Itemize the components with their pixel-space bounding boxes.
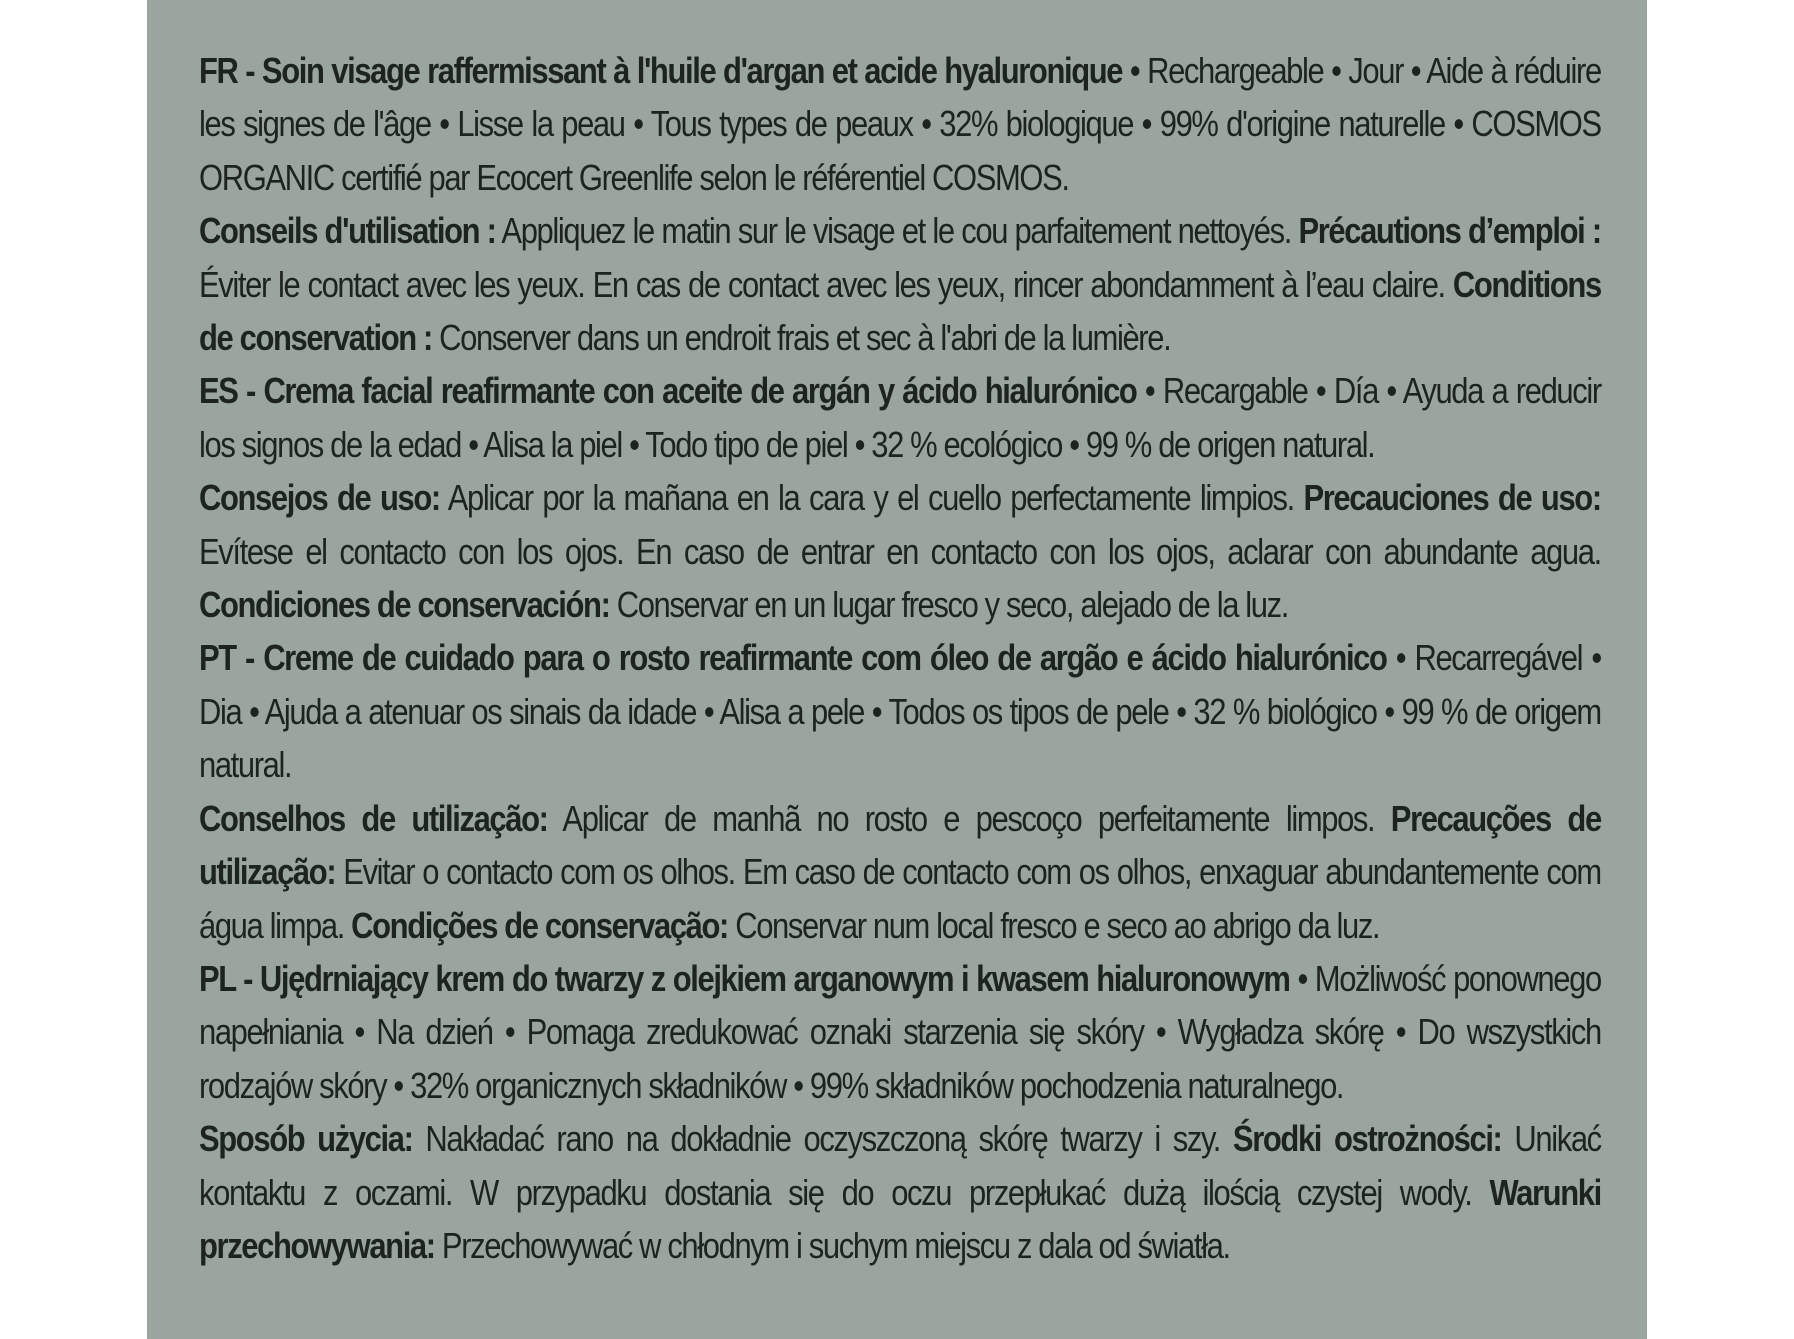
bold-heading-run: Conseils d'utilisation : <box>199 210 496 252</box>
bold-heading-run: Precauções de utilização: <box>199 797 1601 893</box>
bold-heading-run: PT - Creme de cuidado para o rosto reafirmante com óleo de argão e ácido hialurónico <box>199 637 1387 679</box>
body-text-run: • Recargable • Día • Ayuda a reducir los signos de la edad • Alisa la piel • Todo tipo de piel • 32 % ecológico • 99 % de origen natural. <box>199 370 1601 465</box>
bold-heading-run: Conselhos de utilização: <box>199 797 548 839</box>
paragraph-es-usage <box>199 471 1601 631</box>
label-text-block <box>199 44 1601 1272</box>
paragraph-fr-usage <box>199 204 1601 364</box>
body-text-run: Conservar num local fresco e seco ao abrigo da luz. <box>727 904 1380 946</box>
body-text-run: Evítese el contacto con los ojos. En caso de entrar en contacto con los ojos, aclarar con abundante agua. <box>199 530 1601 572</box>
bold-heading-run: Condições de conservação: <box>351 904 728 946</box>
bold-heading-run: Precauciones de uso: <box>1303 477 1601 519</box>
bold-heading-run: Środki ostrożności: <box>1232 1118 1502 1160</box>
body-text-run: Appliquez le matin sur le visage et le cou parfaitement nettoyés. <box>495 210 1299 252</box>
paragraph-es-description <box>199 364 1601 471</box>
bold-heading-run: Warunki przechowywania: <box>199 1171 1601 1266</box>
body-text-run: Conserver dans un endroit frais et sec à l'abri de la lumière. <box>431 317 1171 359</box>
body-text-run: Conservar en un lugar fresco y seco, alejado de la luz. <box>609 584 1288 626</box>
body-text-run: • Rechargeable • Jour • Aide à réduire les signes de l'âge • Lisse la peau • Tous types de peaux • 32% biologique • 99% d'origine naturelle • COSMOS ORGANIC certifié par Ecocert Greenlife selon le référentiel COSMOS. <box>199 50 1601 198</box>
bold-heading-run: Précautions d’emploi : <box>1298 210 1601 252</box>
paragraph-pl-usage <box>199 1112 1601 1272</box>
body-text-run: • Możliwość ponownego napełniania • Na dzień • Pomaga zredukować oznaki starzenia się skóry • Wygładza skórę • Do wszystkich rodzajów skóry • 32% organicznych składników • 99% składników pochodzenia naturalnego. <box>199 957 1601 1106</box>
bold-heading-run: Conditions de conservation : <box>199 263 1601 359</box>
paragraph-pl-description <box>199 952 1601 1112</box>
bold-heading-run: Sposób użycia: <box>199 1118 413 1160</box>
paragraph-pt-description <box>199 631 1601 791</box>
bold-heading-run: ES - Crema facial reafirmante con aceite de argán y ácido hialurónico <box>199 370 1137 412</box>
bold-heading-run: PL - Ujędrniający krem do twarzy z olejkiem arganowym i kwasem hialuronowym <box>199 957 1290 999</box>
bold-heading-run: Consejos de uso: <box>199 477 440 519</box>
body-text-run: Evitar o contacto com os olhos. Em caso de contacto com os olhos, enxaguar abundantemente com água limpa. <box>199 851 1601 946</box>
body-text-run: Nakładać rano na dokładnie oczyszczoną skórę twarzy i szy. <box>412 1118 1233 1160</box>
paragraph-pt-usage <box>199 792 1601 952</box>
body-text-run: • Recarregável • Dia • Ajuda a atenuar os sinais da idade • Alisa a pele • Todos os tipos de pele • 32 % biológico • 99 % de origem natural. <box>199 637 1601 786</box>
product-label-panel <box>147 0 1647 1339</box>
body-text-run: Aplicar por la mañana en la cara y el cuello perfectamente limpios. <box>439 477 1304 519</box>
body-text-run: Przechowywać w chłodnym i suchym miejscu z dala od światła. <box>434 1224 1230 1266</box>
body-text-run: Unikać kontaktu z oczami. W przypadku dostania się do oczu przepłukać dużą ilością czystej wody. <box>199 1118 1601 1213</box>
paragraph-fr-description <box>199 44 1601 204</box>
bold-heading-run: Condiciones de conservación: <box>199 584 610 626</box>
body-text-run: Éviter le contact avec les yeux. En cas de contact avec les yeux, rincer abondamment à l’eau claire. <box>199 263 1453 305</box>
body-text-run: Aplicar de manhã no rosto e pescoço perfeitamente limpos. <box>547 797 1391 839</box>
bold-heading-run: FR - Soin visage raffermissant à l'huile d'argan et acide hyaluronique <box>199 50 1123 91</box>
